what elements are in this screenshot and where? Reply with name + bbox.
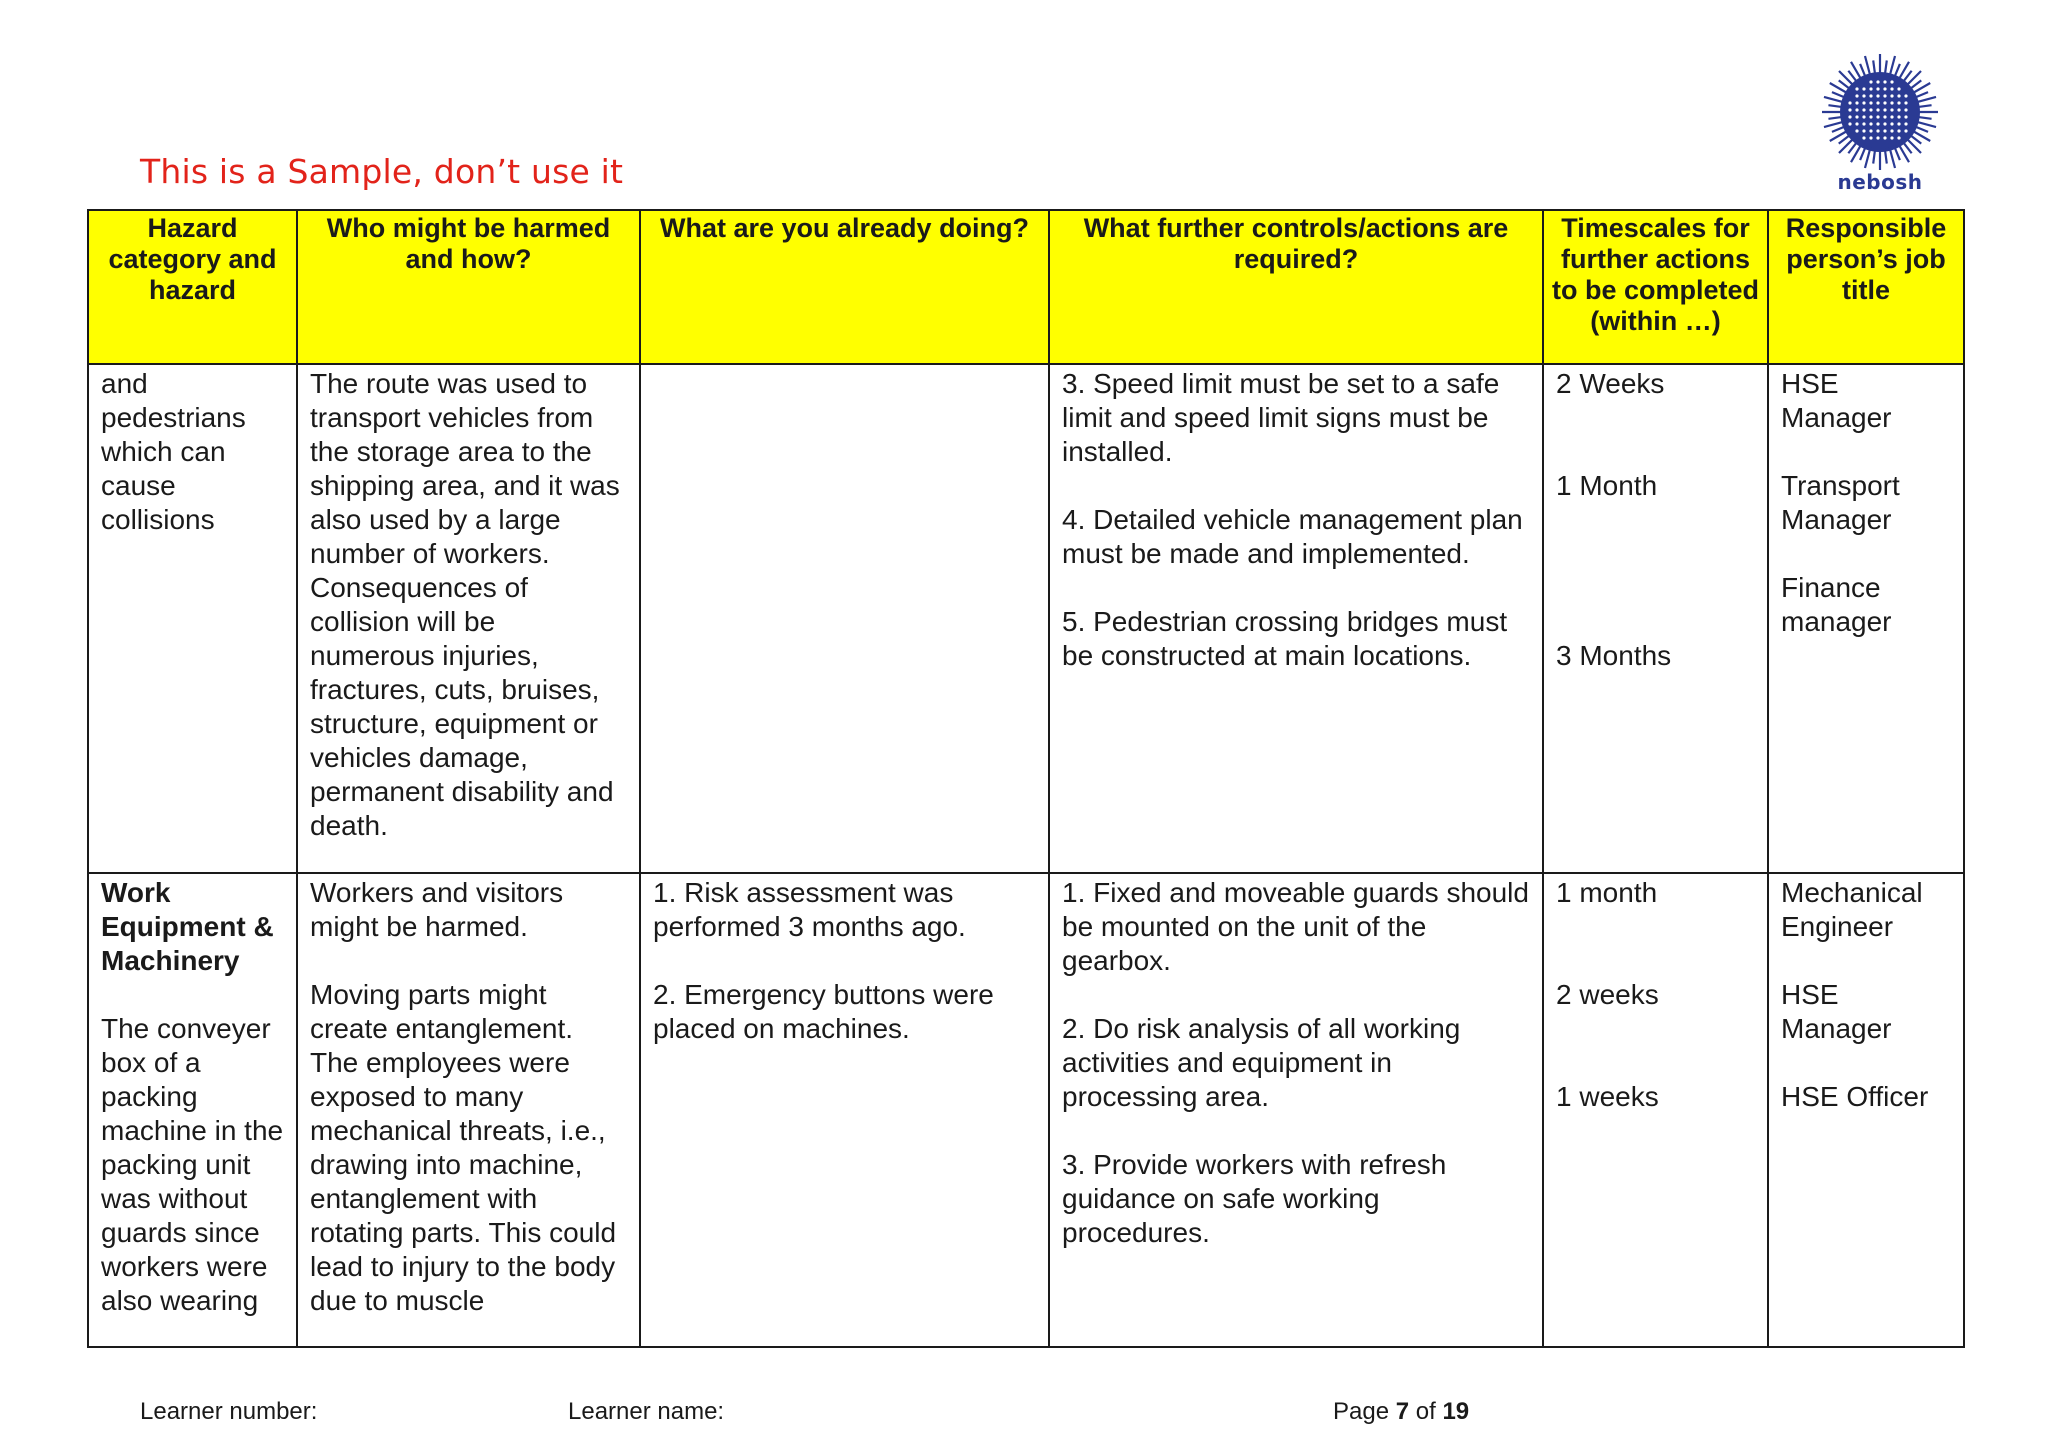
control-item: 2. Do risk analysis of all working activities and equipment in processing area. [1062, 1013, 1461, 1112]
cell-hazard [88, 873, 297, 1347]
who-harmed-text: Moving parts might create entanglement. The employees were exposed to many mechanical threats, i.e., drawing into machine, entanglement with rotating parts. This could lead to injury to the body due to muscle [310, 979, 617, 1316]
responsible-item: Finance manager [1781, 572, 1892, 637]
responsible-item: HSE Officer [1781, 1081, 1929, 1112]
risk-assessment-table [87, 209, 1965, 1348]
control-item: 3. Provide workers with refresh guidance on safe working procedures. [1062, 1149, 1447, 1248]
page-number [1333, 1398, 1469, 1426]
cell-responsible [1768, 364, 1964, 873]
who-harmed-text: Workers and visitors might be harmed. [310, 877, 564, 942]
sunburst-logo-icon [1810, 50, 1950, 170]
header-hazard: Hazard category and hazard [88, 210, 297, 364]
header-who-harmed: Who might be harmed and how? [297, 210, 640, 364]
timescale-item: 2 Weeks [1556, 368, 1665, 399]
hazard-category: Work Equipment & Machinery [101, 877, 274, 976]
page-of: of [1415, 1398, 1436, 1425]
header-timescales: Timescales for further actions to be completed (within …) [1543, 210, 1768, 364]
hazard-text: and pedestrians which can cause collisions [101, 368, 246, 535]
cell-who-harmed [297, 364, 640, 873]
responsible-item: HSE Manager [1781, 368, 1892, 433]
sample-watermark-note: This is a Sample, don’t use it [140, 152, 624, 191]
timescale-item: 1 weeks [1556, 1081, 1659, 1112]
control-item: 5. Pedestrian crossing bridges must be constructed at main locations. [1062, 606, 1508, 671]
logo-wordmark: nebosh [1837, 170, 1923, 194]
cell-timescales [1543, 364, 1768, 873]
hazard-text: The conveyer box of a packing machine in the packing unit was without guards since workers were also wearing [101, 1013, 284, 1316]
learner-name-label: Learner name: [568, 1398, 725, 1425]
already-doing-item: 2. Emergency buttons were placed on machines. [653, 979, 994, 1044]
timescale-item: 1 month [1556, 877, 1658, 908]
nebosh-logo [1810, 50, 1950, 200]
who-harmed-text: The route was used to transport vehicles from the storage area to the shipping area, and it was also used by a large number of workers. Consequences of collision will be numerous injuries, fractures, cuts, bruises, structure, equipment or vehicles damage, permanent disability and death. [310, 368, 620, 841]
timescale-item: 3 Months [1556, 640, 1672, 671]
responsible-item: Transport Manager [1781, 470, 1900, 535]
cell-responsible [1768, 873, 1964, 1347]
table-row [88, 873, 1964, 1347]
control-item: 3. Speed limit must be set to a safe limit and speed limit signs must be installed. [1062, 368, 1500, 467]
cell-already-doing [640, 364, 1049, 873]
timescale-item: 2 weeks [1556, 979, 1659, 1010]
cell-who-harmed [297, 873, 640, 1347]
header-already-doing: What are you already doing? [640, 210, 1049, 364]
responsible-item: Mechanical Engineer [1781, 877, 1923, 942]
already-doing-item: 1. Risk assessment was performed 3 months ago. [653, 877, 966, 942]
cell-already-doing [640, 873, 1049, 1347]
cell-further-controls [1049, 364, 1543, 873]
table-row [88, 364, 1964, 873]
page-word: Page [1333, 1398, 1390, 1425]
page-total: 19 [1442, 1398, 1470, 1425]
responsible-item: HSE Manager [1781, 979, 1892, 1044]
header-further-controls: What further controls/actions are required? [1049, 210, 1543, 364]
control-item: 4. Detailed vehicle management plan must be made and implemented. [1062, 504, 1523, 569]
timescale-item: 1 Month [1556, 470, 1658, 501]
cell-further-controls [1049, 873, 1543, 1347]
cell-timescales [1543, 873, 1768, 1347]
learner-number-label: Learner number: [140, 1398, 318, 1425]
control-item: 1. Fixed and moveable guards should be mounted on the unit of the gearbox. [1062, 877, 1529, 976]
header-responsible: Responsible person’s job title [1768, 210, 1964, 364]
table-header-row [88, 210, 1964, 364]
cell-hazard [88, 364, 297, 873]
page-current: 7 [1395, 1398, 1410, 1425]
